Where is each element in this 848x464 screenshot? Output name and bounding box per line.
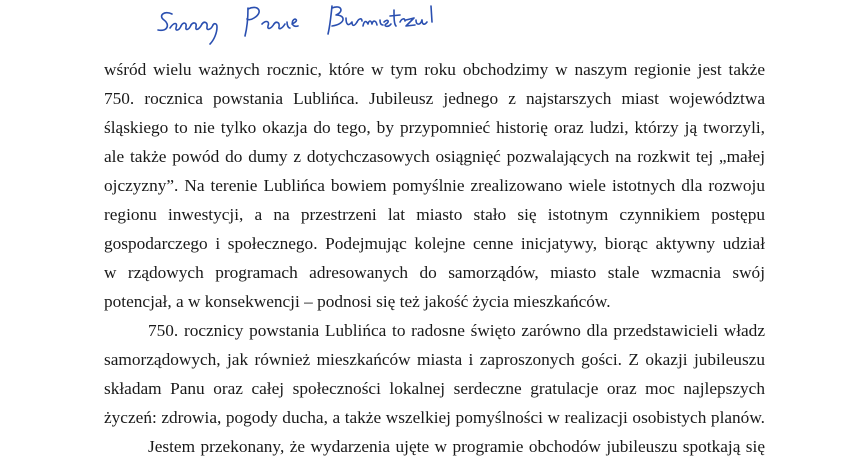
text-line: w rządowych programach adresowanych do samorządów, miasto stale wzmacnia swój — [104, 263, 765, 282]
text-line: gospodarczego i społecznego. Podejmując kolejne cenne inicjatywy, biorąc aktywny udział — [104, 234, 765, 253]
text-line: ale także powód do dumy z dotychczasowych osiągnięć pozwalających na rozkwit tej „małej — [104, 147, 765, 166]
handwritten-salutation — [150, 0, 450, 48]
text-line: 750. rocznica powstania Lublińca. Jubileusz jednego z najstarszych miast województwa — [104, 89, 765, 108]
letter-body — [104, 55, 765, 461]
text-line: samorządowych, jak również mieszkańców miasta i zaproszonych gości. Z okazji jubileuszu — [104, 350, 765, 369]
text-line: ojczyzny”. Na terenie Lublińca bowiem pomyślnie zrealizowano wiele istotnych dla rozwoju — [104, 176, 765, 195]
text-line: wśród wielu ważnych rocznic, które w tym roku obchodzimy w naszym regionie jest także — [104, 60, 765, 79]
text-line: Jestem przekonany, że wydarzenia ujęte w programie obchodów jubileuszu spotkają się — [148, 437, 765, 456]
text-line: 750. rocznicy powstania Lublińca to radosne święto zarówno dla przedstawicieli władz — [148, 321, 765, 340]
text-line: potencjał, a w konsekwencji – podnosi się też jakość życia mieszkańców. — [104, 292, 611, 311]
text-line: życzeń: zdrowia, pogody ducha, a także wszelkiej pomyślności w realizacji osobistych planów. — [104, 408, 765, 427]
text-line: składam Panu oraz całej społeczności lokalnej serdeczne gratulacje oraz moc najlepszych — [104, 379, 765, 398]
text-line: śląskiego to nie tylko okazja do tego, by przypomnieć historię oraz ludzi, którzy ją tworzyli, — [104, 118, 765, 137]
handwritten-signature-image — [150, 0, 450, 48]
text-line: regionu inwestycji, a na przestrzeni lat miasto stało się istotnym czynnikiem postępu — [104, 205, 765, 224]
